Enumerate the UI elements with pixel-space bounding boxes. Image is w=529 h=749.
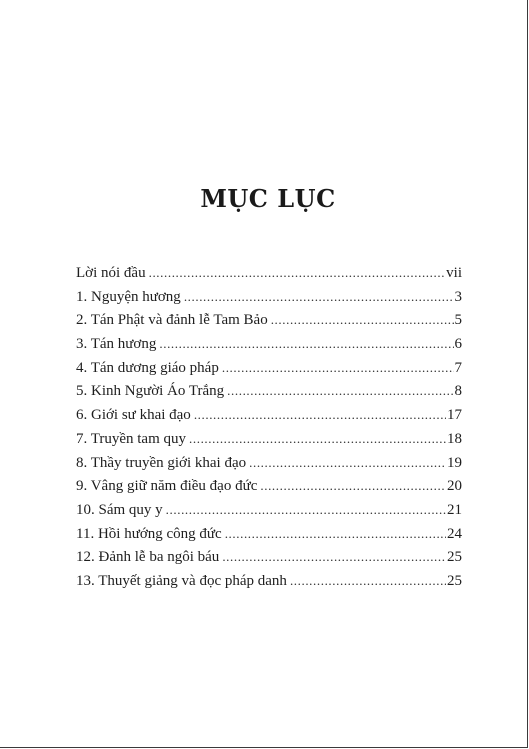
- dot-leader: [159, 336, 453, 352]
- toc-entry-label: 13. Thuyết giảng và đọc pháp danh: [76, 572, 287, 589]
- dot-leader: [222, 360, 454, 376]
- toc-entry-label: 4. Tán dương giáo pháp: [76, 359, 219, 376]
- toc-entry-page: 25: [447, 549, 462, 566]
- toc-entry-page: 3: [454, 288, 462, 305]
- dot-leader: [189, 431, 446, 447]
- dot-leader: [149, 265, 446, 281]
- toc-entry: [76, 549, 462, 573]
- dot-leader: [194, 407, 446, 423]
- toc-entry-label: 11. Hồi hướng công đức: [76, 525, 222, 542]
- toc-entry: [76, 526, 462, 550]
- toc-entry-page: 8: [454, 383, 462, 400]
- toc-entry: [76, 312, 462, 336]
- toc-entry-label: 10. Sám quy y: [76, 501, 163, 518]
- toc-entry-page: 21: [447, 501, 462, 518]
- toc-entry-label: Lời nói đầu: [76, 265, 146, 281]
- dot-leader: [225, 526, 446, 542]
- toc-entry: [76, 289, 462, 313]
- toc-entry: [76, 431, 462, 455]
- dot-leader: [227, 383, 453, 399]
- toc-entry-page: 18: [447, 430, 462, 447]
- dot-leader: [271, 312, 454, 328]
- dot-leader: [249, 455, 446, 471]
- toc-entry-label: 12. Đảnh lễ ba ngôi báu: [76, 549, 220, 566]
- toc-entry-page: 6: [454, 336, 462, 353]
- dot-leader: [260, 478, 446, 494]
- toc-entry: [76, 573, 462, 597]
- toc-entry: [76, 478, 462, 502]
- toc-entry-label: 8. Thầy truyền giới khai đạo: [76, 454, 247, 471]
- toc-entry-label: 6. Giới sư khai đạo: [76, 407, 191, 424]
- toc-entry: [76, 407, 462, 431]
- dot-leader: [166, 502, 446, 518]
- toc-entry-page: 19: [447, 454, 462, 471]
- table-of-contents: [76, 265, 462, 597]
- toc-entry: [76, 336, 462, 360]
- toc-entry-page: 25: [447, 572, 462, 589]
- toc-entry-label: 7. Truyền tam quy: [76, 430, 187, 447]
- dot-leader: [290, 573, 446, 589]
- toc-entry-label: 9. Vâng giữ năm điều đạo đức: [76, 478, 258, 495]
- toc-entry-label: 5. Kinh Người Áo Trắng: [76, 383, 225, 400]
- toc-entry: [76, 360, 462, 384]
- toc-entry-page: 5: [454, 312, 462, 329]
- toc-entry: [76, 455, 462, 479]
- dot-leader: [184, 289, 454, 305]
- toc-entry-page: 7: [454, 359, 462, 376]
- toc-entry-label: 3. Tán hương: [76, 336, 157, 353]
- dot-leader: [222, 549, 446, 565]
- toc-entry-label: 1. Nguyện hương: [76, 288, 181, 305]
- toc-entry-label: 2. Tán Phật và đảnh lễ Tam Bảo: [76, 312, 268, 329]
- toc-entry: [76, 502, 462, 526]
- toc-entry-page: 20: [447, 478, 462, 495]
- toc-entry-page: 17: [447, 407, 462, 424]
- page-title: MỤC LỤC: [200, 184, 336, 213]
- toc-entry-page: 24: [447, 525, 462, 542]
- toc-entry-page: vii: [446, 265, 462, 281]
- toc-entry: [76, 265, 462, 289]
- toc-entry: [76, 383, 462, 407]
